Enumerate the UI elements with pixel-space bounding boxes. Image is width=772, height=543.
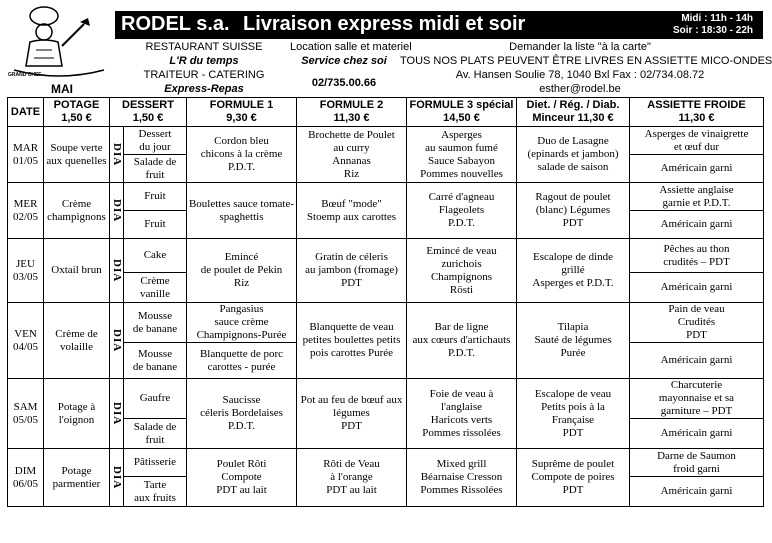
col-formule1: FORMULE 1 9,30 € (187, 98, 297, 127)
day-date: VEN 04/05 (8, 303, 44, 379)
diet-cell: Escalope de dinde grillé Asperges et P.D.T. (517, 239, 630, 303)
header-row (8, 98, 764, 127)
formule1-cell: Cordon bleu chicons à la crème P.D.T. (187, 127, 297, 183)
formule2-cell: Pot au feu de bœuf aux légumes PDT (297, 379, 407, 449)
dia-tag: DIA (110, 303, 124, 379)
potage-cell: Potage parmentier (44, 449, 110, 507)
header-bar (115, 11, 763, 39)
formule2-cell: Rôti de Veau à l'orange PDT au lait (297, 449, 407, 507)
phone: 02/735.00.66 (311, 77, 377, 89)
potage-cell: Crème champignons (44, 183, 110, 239)
dessert-cell: Pâtisserie (124, 449, 187, 477)
dessert-alt-cell: Salade de fruit (124, 155, 187, 183)
assiette-froide-alt-cell: Américain garni (630, 343, 764, 379)
dia-tag: DIA (110, 239, 124, 303)
formule3-cell: Bar de ligne aux cœurs d'artichauts P.D.T. (407, 303, 517, 379)
assiette-froide-alt-cell: Américain garni (630, 477, 764, 507)
dessert-alt-cell: Salade de fruit (124, 419, 187, 449)
hours-lunch: Midi : 11h - 14h (681, 13, 753, 24)
col-assiette-froide: ASSIETTE FROIDE 11,30 € (630, 98, 764, 127)
assiette-froide-cell: Charcuterie mayonnaise et sa garniture – PDT (630, 379, 764, 419)
formule3-cell: Carré d'agneau Flageolets P.D.T. (407, 183, 517, 239)
dessert-alt-cell: Tarte aux fruits (124, 477, 187, 507)
dessert-alt-cell: Fruit (124, 211, 187, 239)
table-row (8, 183, 764, 211)
formule1-cell: Saucisse céleris Bordelaises P.D.T. (187, 379, 297, 449)
diet-cell: Ragout de poulet (blanc) Légumes PDT (517, 183, 630, 239)
assiette-froide-cell: Darne de Saumon froid garni (630, 449, 764, 477)
col-formule2: FORMULE 2 11,30 € (297, 98, 407, 127)
hours-evening: Soir : 18:30 - 22h (672, 25, 753, 36)
day-date: JEU 03/05 (8, 239, 44, 303)
dessert-cell: Cake (124, 239, 187, 273)
dessert-alt-cell: Mousse de banane (124, 343, 187, 379)
formule1-cell: Boulettes sauce tomate- spaghettis (187, 183, 297, 239)
formule1-cell: Pangasius sauce crème Champignons-Purée (187, 303, 297, 343)
dessert-alt-cell: Crème vanille (124, 273, 187, 303)
dia-tag: DIA (110, 183, 124, 239)
assiette-froide-cell: Pain de veau Crudités PDT (630, 303, 764, 343)
col-diet: Diet. / Rég. / Diab. Minceur 11,30 € (517, 98, 630, 127)
opening-hours (673, 13, 753, 37)
assiette-froide-alt-cell: Américain garni (630, 419, 764, 449)
day-date: SAM 05/05 (8, 379, 44, 449)
chef-logo (6, 4, 112, 82)
day-date: MAR 01/05 (8, 127, 44, 183)
table-row (8, 379, 764, 419)
potage-cell: Oxtail brun (44, 239, 110, 303)
assiette-froide-alt-cell: Américain garni (630, 273, 764, 303)
assiette-froide-alt-cell: Américain garni (630, 211, 764, 239)
col-dessert: DESSERT 1,50 € (110, 98, 187, 127)
dia-tag: DIA (110, 449, 124, 507)
formule3-cell: Emincé de veau zurichois Champignons Rösti (407, 239, 517, 303)
month-label: MAI (51, 82, 73, 96)
weekly-menu-table (7, 97, 764, 507)
formule1-alt-cell: Blanquette de porc carottes - purée (187, 343, 297, 379)
restaurant-info: RESTAURANT SUISSE L'R du temps TRAITEUR - CATERING Express-Repas (143, 41, 265, 95)
diet-cell: Suprême de poulet Compote de poires PDT (517, 449, 630, 507)
potage-cell: Crème de volaille (44, 303, 110, 379)
formule2-cell: Bœuf "mode" Stoemp aux carottes (297, 183, 407, 239)
dessert-cell: Dessert du jour (124, 127, 187, 155)
formule3-cell: Asperges au saumon fumé Sauce Sabayon Pommes nouvelles (407, 127, 517, 183)
table-row (8, 239, 764, 273)
dessert-cell: Fruit (124, 183, 187, 211)
assiette-froide-cell: Asperges de vinaigrette et œuf dur (630, 127, 764, 155)
email: esther@rodel.be (539, 83, 621, 95)
assiette-froide-cell: Assiette anglaise garnie et P.D.T. (630, 183, 764, 211)
potage-cell: Soupe verte aux quenelles (44, 127, 110, 183)
day-date: DIM 06/05 (8, 449, 44, 507)
brand-name: RODEL s.a. (121, 13, 230, 35)
table-row (8, 303, 764, 343)
logo-text: GRAND CHEF (8, 72, 42, 78)
dia-tag: DIA (110, 379, 124, 449)
col-potage: POTAGE 1,50 € (44, 98, 110, 127)
formule1-cell: Emincé de poulet de Pekin Riz (187, 239, 297, 303)
formule3-cell: Foie de veau à l'anglaise Haricots verts Pommes rissolées (407, 379, 517, 449)
dessert-cell: Gaufre (124, 379, 187, 419)
col-formule3: FORMULE 3 spécial 14,50 € (407, 98, 517, 127)
assiette-froide-cell: Pêches au thon crudités – PDT (630, 239, 764, 273)
dia-tag: DIA (110, 127, 124, 183)
order-info: Demander la liste "à la carte" TOUS NOS PLATS PEUVENT ÊTRE LIVRES EN ASSIETTE MICO-ONDES Av. Hansen Soulie 78, 1040 Bxl Fax : 02/734.08.72 esther@rodel.be (400, 41, 772, 95)
diet-cell: Duo de Lasagne (epinards et jambon) salade de saison (517, 127, 630, 183)
potage-cell: Potage à l'oignon (44, 379, 110, 449)
table-row (8, 127, 764, 155)
formule2-cell: Gratin de céleris au jambon (fromage) PDT (297, 239, 407, 303)
assiette-froide-alt-cell: Américain garni (630, 155, 764, 183)
day-date: MER 02/05 (8, 183, 44, 239)
formule1-cell: Poulet Rôti Compote PDT au lait (187, 449, 297, 507)
tagline: Livraison express midi et soir (243, 13, 526, 35)
diet-cell: Tilapia Sauté de légumes Purée (517, 303, 630, 379)
table-row (8, 449, 764, 477)
dessert-cell: Mousse de banane (124, 303, 187, 343)
formule3-cell: Mixed grill Béarnaise Cresson Pommes Rissolées (407, 449, 517, 507)
formule2-cell: Blanquette de veau petites boulettes petits pois carottes Purée (297, 303, 407, 379)
service-info: Location salle et materiel Service chez soi 02/735.00.66 (290, 41, 412, 89)
formule2-cell: Brochette de Poulet au curry Annanas Riz (297, 127, 407, 183)
col-date: DATE (8, 98, 44, 127)
diet-cell: Escalope de veau Petits pois à la Française PDT (517, 379, 630, 449)
